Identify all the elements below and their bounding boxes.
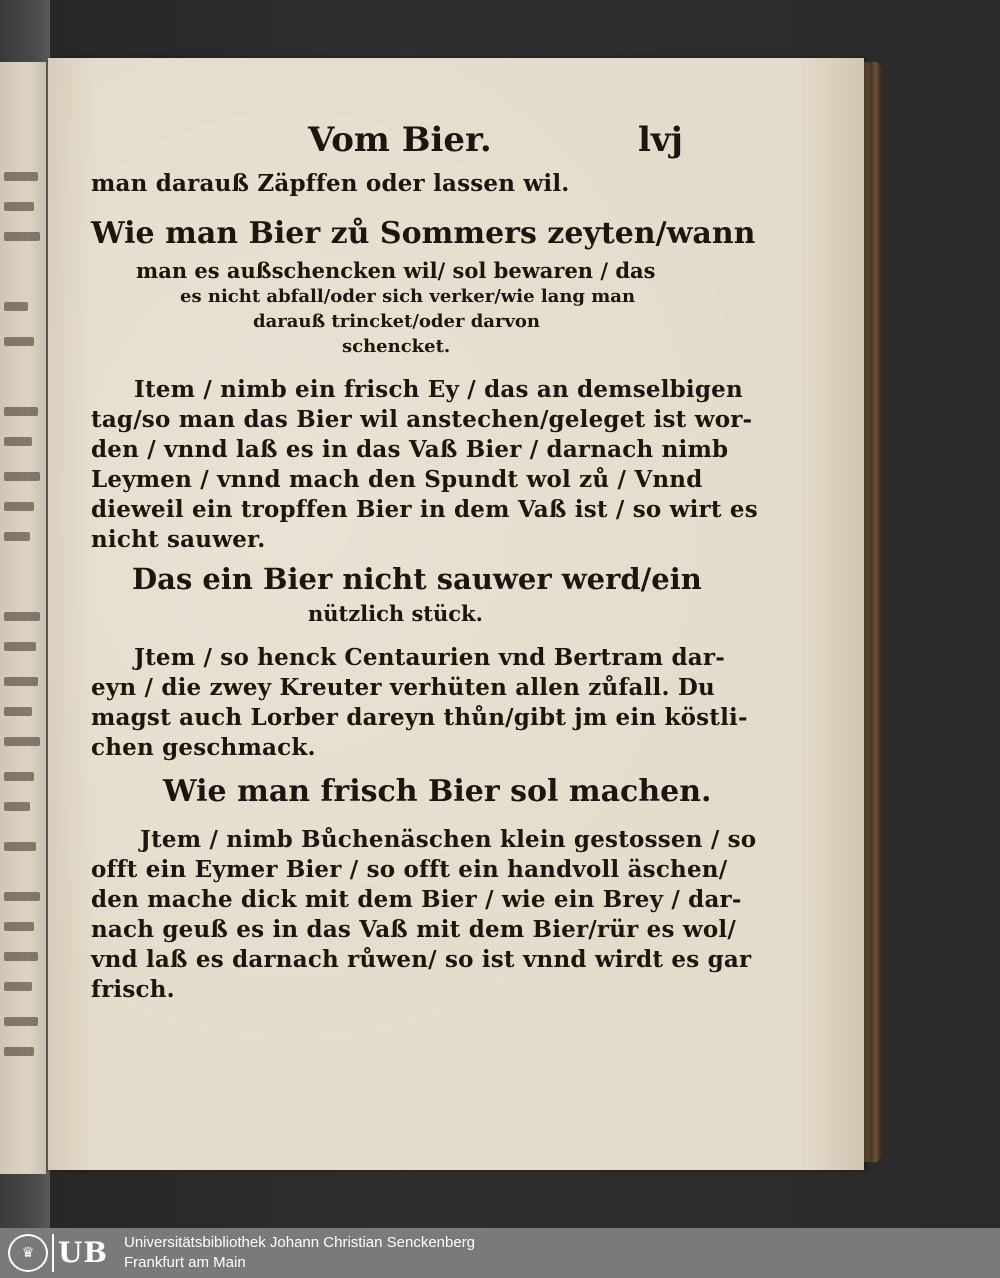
text-line: Jtem / nimb Bůchenäschen klein gestossen / so [140,826,757,853]
library-name: Universitätsbibliothek Johann Christian Senckenberg [124,1234,476,1251]
library-footer [0,1228,1000,1278]
text-line: chen geschmack. [91,734,316,761]
text-line: den mache dick mit dem Bier / wie ein Brey / dar- [91,886,742,913]
text-line: nach geuß es in das Vaß mit dem Bier/rür es wol/ [91,916,736,943]
text-line: tag/so man das Bier wil anstechen/geleget ist wor- [91,406,753,433]
seal-icon: ♛ [8,1234,48,1272]
running-head: Vom Bier. [308,120,492,160]
text-line: Item / nimb ein frisch Ey / das an demselbigen [134,376,743,403]
text-line: frisch. [91,976,175,1003]
ub-logo-text: UB [52,1234,108,1272]
text-line: vnd laß es darnach růwen/ so ist vnnd wirdt es gar [91,946,752,973]
section-heading-line: darauß trincket/oder darvon [253,311,540,332]
text-line: Leymen / vnnd mach den Spundt wol zů / Vnnd [91,466,703,493]
text-line: nicht sauwer. [91,526,266,553]
section-heading-line: es nicht abfall/oder sich verker/wie lang man [180,286,636,307]
library-logo[interactable] [8,1234,108,1272]
text-line: eyn / die zwey Kreuter verhüten allen zůfall. Du [91,674,715,701]
text-line: offt ein Eymer Bier / so offt ein handvoll äschen/ [91,856,728,883]
section-heading-line: schencket. [342,336,451,357]
text-line: den / vnnd laß es in das Vaß Bier / darnach nimb [91,436,729,463]
section-heading-line: man es außschencken wil/ sol bewaren / das [136,258,656,283]
text-line: Jtem / so henck Centaurien vnd Bertram dar- [134,644,725,671]
section-heading-line: nützlich stück. [308,601,483,626]
section-heading: Wie man Bier zů Sommers zeyten/wann [91,216,756,251]
text-line: magst auch Lorber dareyn thůn/gibt jm ein köstli- [91,704,748,731]
text-line: dieweil ein tropffen Bier in dem Vaß ist / so wirt es [91,496,758,523]
library-city: Frankfurt am Main [124,1254,246,1271]
text-line: man darauß Zäpffen oder lassen wil. [91,170,570,197]
previous-page-edge [0,62,46,1174]
section-heading: Das ein Bier nicht sauwer werd/ein [132,562,702,596]
page-number: lvj [638,120,683,160]
section-heading: Wie man frisch Bier sol machen. [163,774,712,809]
book-page [48,58,864,1170]
